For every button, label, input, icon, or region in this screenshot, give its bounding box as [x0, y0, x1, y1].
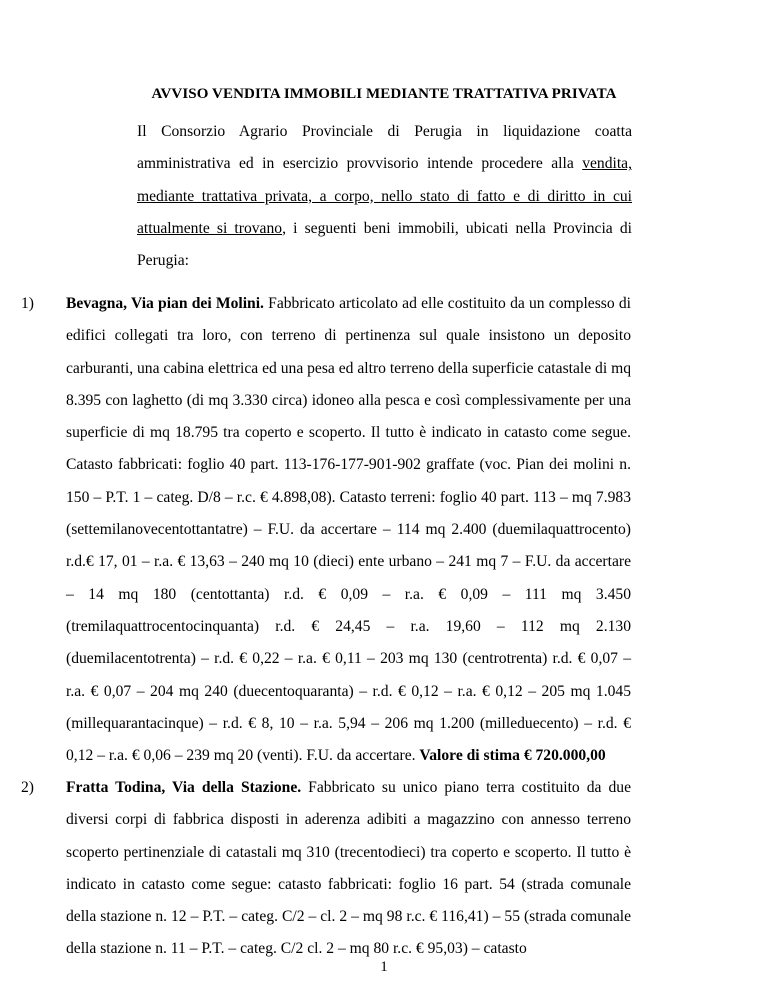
list-item-description: Fabbricato articolato ad elle costituito da un complesso di edifici collegati tra loro, con terreno di pertinenza sul quale insistono un deposito carburanti, una cabina elettrica ed una pesa ed altro terreno della superficie catastale di mq 8.395 con laghetto (di mq 3.330 circa) idoneo alla pesca e così complessivamente per una superficie di mq 18.795 tra coperto e scoperto. Il tutto è indicato in catasto come segue. Catasto fabbricati: foglio 40 part. 113-176-177-901-902 graffate (voc. Pian dei molini n. 150 – P.T. 1 – categ. D/8 – r.c. € 4.898,08). Catasto terreni: foglio 40 part. 113 – mq 7.983 (settemilanovecentottantatre) – F.U. da accertare – 114 mq 2.400 (duemilaquattrocento) r.d.€ 17, 01 – r.a. € 13,63 – 240 mq 10 (dieci) ente urbano – 241 mq 7 – F.U. da accertare – 14 mq 180 (centottanta) r.d. € 0,09 – r.a. € 0,09 – 111 mq 3.450 (tremilaquattrocentocinquanta) r.d. € 24,45 – r.a. 19,60 – 112 mq 2.130 (duemilacentotrenta) – r.d. € 0,22 – r.a. € 0,11 – 203 mq 130 (centrotrenta) r.d. € 0,07 – r.a. € 0,07 – 204 mq 240 (duecentoquaranta) – r.d. € 0,12 – r.a. € 0,12 – 205 mq 1.045 (millequarantacinque) – r.d. € 8, 10 – r.a. 5,94 – 206 mq 1.200 (milleduecento) – r.d. € 0,12 – r.a. € 0,06 – 239 mq 20 (venti). F.U. da accertare.: [66, 295, 631, 765]
list-item-heading: Fratta Todina, Via della Stazione.: [66, 779, 302, 796]
intro-text-start: Il Consorzio Agrario Provinciale di Perugia in liquidazione coatta amministrativa ed in esercizio provvisorio intende procedere alla: [137, 123, 632, 173]
page-number: 1: [380, 959, 388, 975]
list-item-body: [66, 288, 631, 772]
list-item-heading: Bevagna, Via pian dei Molini.: [66, 295, 264, 312]
list-item-description: Fabbricato su unico piano terra costituito da due diversi corpi di fabbrica disposti in aderenza adibiti a magazzino con annesso terreno scoperto pertinenziale di catastali mq 310 (trecentodieci) tra coperto e scoperto. Il tutto è indicato in catasto come segue: catasto fabbricati: foglio 16 part. 54 (strada comunale della stazione n. 12 – P.T. – categ. C/2 – cl. 2 – mq 98 r.c. € 116,41) – 55 (strada comunale della stazione n. 11 – P.T. – categ. C/2 cl. 2 – mq 80 r.c. € 95,03) – catasto: [66, 779, 631, 958]
list-item-value: Valore di stima € 720.000,00: [419, 747, 606, 765]
intro-underlined-text: vendita, mediante trattativa privata, a corpo, nello stato di fatto e di diritto in cui attualmente si trovano: [137, 155, 632, 237]
intro-paragraph: [137, 116, 632, 277]
list-item-body: [66, 772, 631, 966]
intro-text-end: , i seguenti beni immobili, ubicati nella Provincia di Perugia:: [137, 219, 632, 270]
list-item-number: 2): [21, 779, 34, 796]
document-title: AVVISO VENDITA IMMOBILI MEDIANTE TRATTATIVA PRIVATA: [151, 86, 617, 102]
list-item-number: 1): [21, 295, 34, 312]
